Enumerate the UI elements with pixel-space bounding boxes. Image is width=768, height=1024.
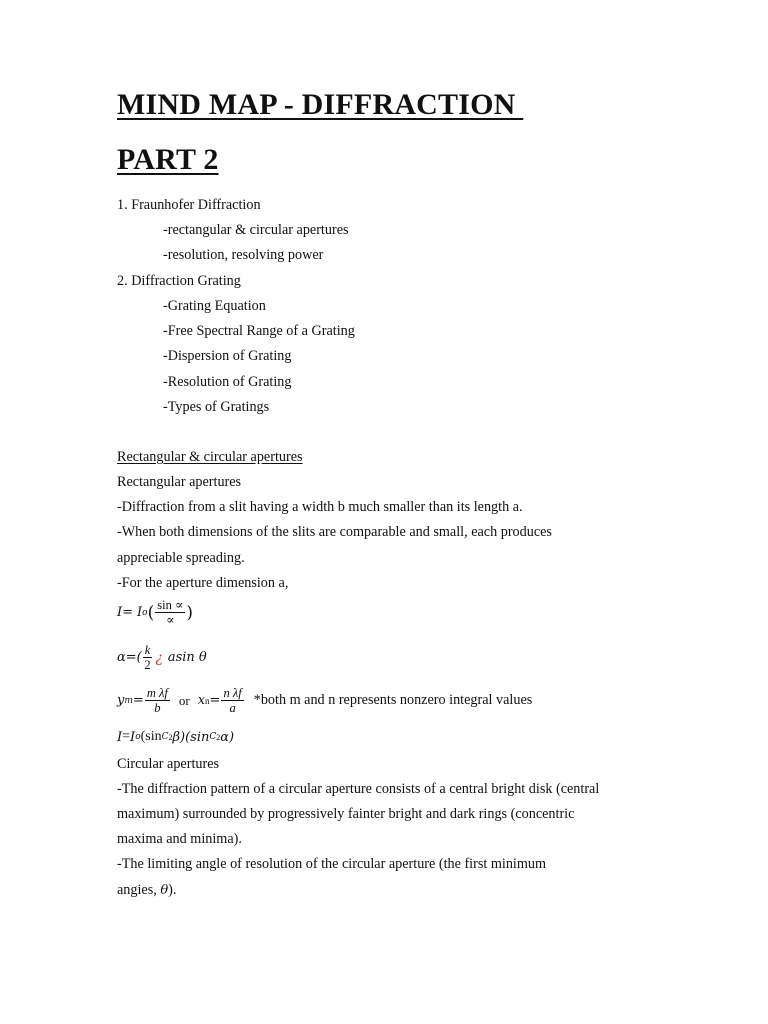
eq-denominator: a [229, 701, 236, 715]
eq-symbol: = [122, 729, 131, 744]
eq-symbol: = [132, 693, 144, 708]
eq-fraction [143, 643, 153, 672]
eq-denominator: ∝ [166, 613, 175, 627]
equation-alpha [117, 643, 207, 672]
eq-mark: ¿ [155, 649, 163, 666]
paragraph-line: maxima and minima). [117, 831, 242, 847]
eq-symbol: I [130, 729, 136, 745]
paragraph-text: ). [168, 882, 177, 898]
paragraph-line: -Diffraction from a slit having a width b much smaller than its length a. [117, 499, 523, 515]
eq-fraction [221, 686, 243, 715]
eq-symbol: α=( [117, 650, 142, 665]
eq-subscript: o [135, 732, 141, 742]
eq-denominator: b [154, 701, 161, 715]
paragraph-line: maximum) surrounded by progressively fainter bright and dark rings (concentric [117, 806, 575, 822]
outline-subitem: -Types of Gratings [163, 399, 270, 415]
eq-or: or [178, 692, 190, 708]
paragraph-line-last [117, 881, 176, 900]
outline-subitem: -Dispersion of Grating [163, 348, 292, 364]
outline-subitem: -rectangular & circular apertures [163, 222, 349, 238]
eq-superscript: 2 [216, 732, 221, 742]
equation-positions [117, 686, 532, 715]
outline-subitem: -Free Spectral Range of a Grating [163, 323, 355, 339]
paragraph-line: -The diffraction pattern of a circular aperture consists of a central bright disk (central [117, 781, 600, 797]
eq-note: *both m and n represents nonzero integral values [253, 692, 533, 708]
eq-fraction [155, 598, 185, 627]
section-heading: Rectangular & circular apertures [117, 449, 303, 465]
eq-subscript: C [209, 732, 217, 742]
eq-text: (sin [140, 729, 162, 744]
outline-item-1: 1. Fraunhofer Diffraction [117, 197, 261, 213]
paragraph-line: -The limiting angle of resolution of the circular aperture (the first minimum [117, 856, 547, 872]
eq-subscript: m [124, 695, 133, 706]
eq-subscript: C [161, 732, 169, 742]
theta-symbol: θ [160, 883, 169, 898]
eq-numerator: n λf [223, 686, 242, 700]
eq-symbol: I [137, 605, 143, 620]
eq-subscript: o [142, 607, 148, 618]
eq-paren: ) [186, 602, 194, 623]
eq-symbol: x [197, 693, 206, 708]
title-line-1: MIND MAP - DIFFRACTION [117, 88, 524, 121]
eq-numerator: sin ∝ [157, 598, 184, 612]
paragraph-text: angies, [117, 882, 161, 898]
paragraph-line: appreciable spreading. [117, 550, 245, 566]
eq-subscript: n [205, 695, 210, 706]
paragraph-line: -When both dimensions of the slits are comparable and small, each produces [117, 524, 552, 540]
eq-symbol: = [209, 693, 221, 708]
eq-symbol: y [117, 693, 125, 708]
eq-text: β)(sin [172, 729, 210, 745]
eq-paren: ( [147, 602, 155, 623]
eq-symbol: asin θ [167, 650, 207, 665]
paragraph-line: -For the aperture dimension a, [117, 575, 289, 591]
circ-heading: Circular apertures [117, 756, 220, 772]
eq-symbol: I [117, 729, 123, 745]
eq-fraction [145, 686, 170, 715]
equation-intensity-2d [117, 729, 234, 745]
eq-text: α) [220, 729, 235, 745]
outline-subitem: -Resolution of Grating [163, 374, 292, 390]
outline-item-2: 2. Diffraction Grating [117, 273, 241, 289]
eq-numerator: k [144, 643, 151, 657]
eq-superscript: 2 [168, 732, 173, 742]
equation-intensity [117, 598, 193, 627]
eq-denominator: 2 [144, 658, 151, 672]
rect-heading: Rectangular apertures [117, 474, 242, 490]
eq-numerator: m λf [146, 686, 168, 700]
title-line-2: PART 2 [117, 143, 219, 176]
outline-subitem: -Grating Equation [163, 298, 266, 314]
outline-subitem: -resolution, resolving power [163, 247, 324, 263]
eq-symbol: I= [117, 605, 134, 620]
